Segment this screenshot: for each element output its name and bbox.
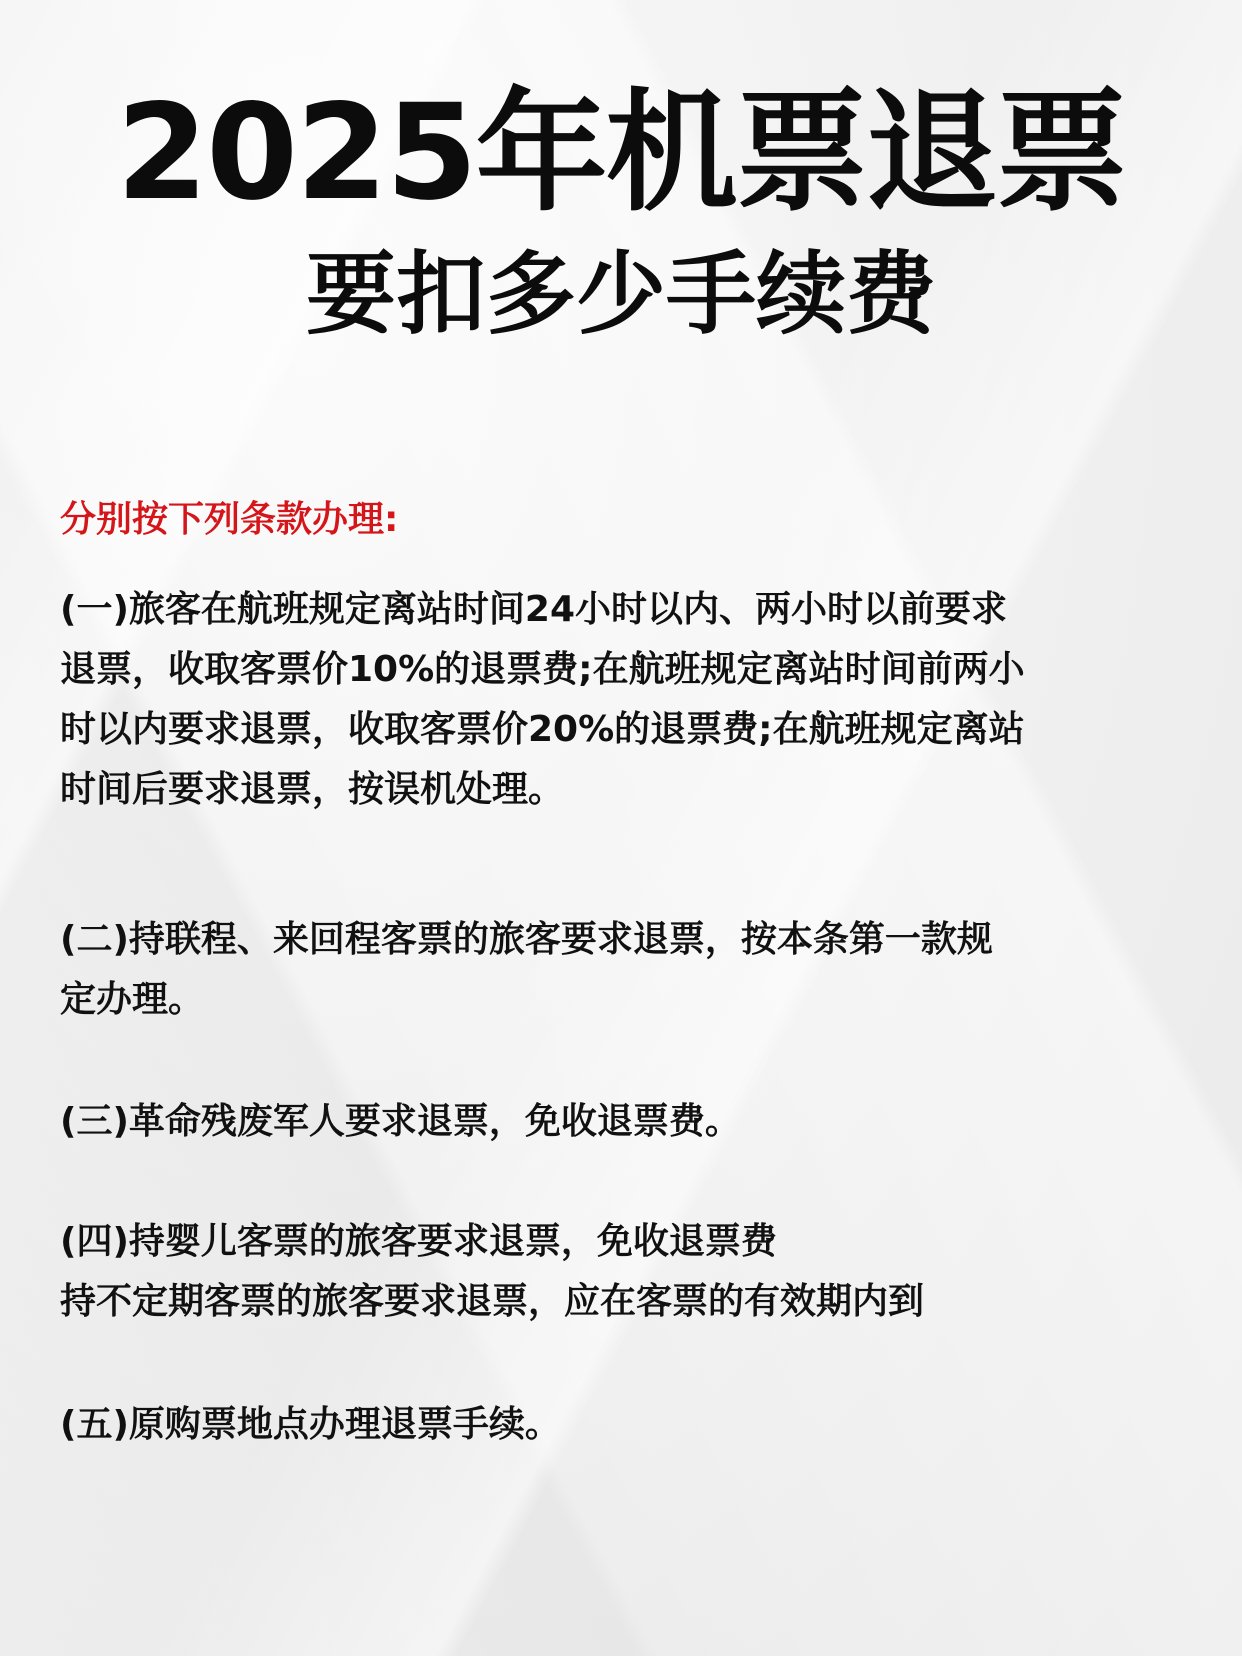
- clause-4-line-1: (四)持婴儿客票的旅客要求退票，免收退票费: [60, 1221, 777, 1262]
- page-title: 2025年机票退票: [116, 76, 1126, 230]
- clause-4: [60, 1212, 1190, 1332]
- page-subtitle: 要扣多少手续费: [306, 242, 936, 347]
- clause-1-line-4: 时间后要求退票，按误机处理。: [60, 769, 565, 810]
- clause-5: [60, 1395, 1190, 1455]
- clause-4-line-2: 持不定期客票的旅客要求退票，应在客票的有效期内到: [60, 1281, 925, 1322]
- clause-1-line-3: 时以内要求退票，收取客票价20%的退票费;在航班规定离站: [60, 709, 1025, 750]
- clause-2-line-1: (二)持联程、来回程客票的旅客要求退票，按本条第一款规: [60, 919, 993, 960]
- clause-1-line-2: 退票，收取客票价10%的退票费;在航班规定离站时间前两小: [60, 649, 1025, 690]
- clause-2-line-2: 定办理。: [60, 979, 205, 1020]
- intro-heading: 分别按下列条款办理:: [60, 499, 399, 540]
- clause-1: [60, 580, 1190, 820]
- clause-1-line-1: (一)旅客在航班规定离站时间24小时以内、两小时以前要求: [60, 589, 1008, 630]
- clause-3-line-1: (三)革命残废军人要求退票，免收退票费。: [60, 1101, 741, 1142]
- clause-3: [60, 1092, 1190, 1152]
- clause-5-line-1: (五)原购票地点办理退票手续。: [60, 1404, 561, 1445]
- clause-2: [60, 910, 1190, 1030]
